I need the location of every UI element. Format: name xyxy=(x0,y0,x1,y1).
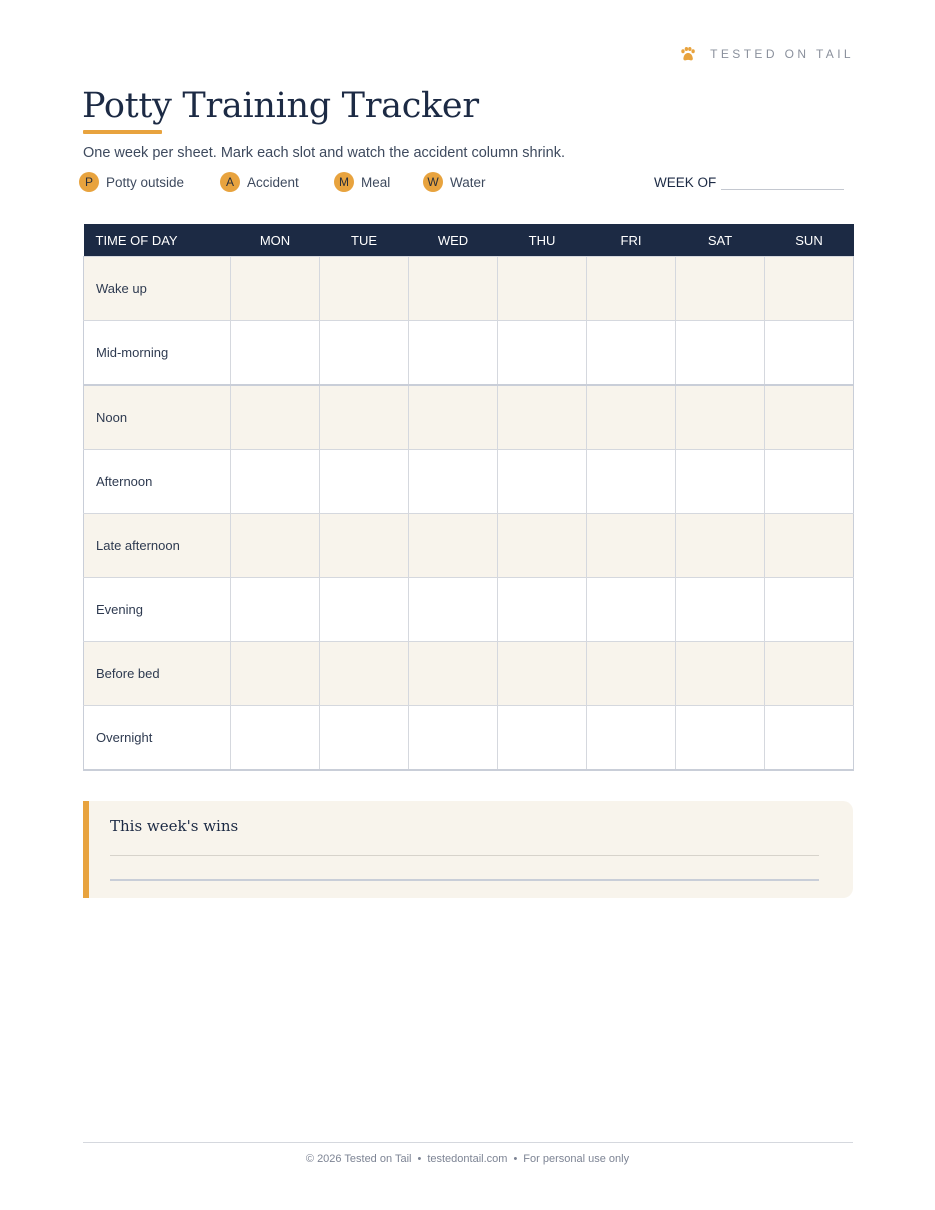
footer-separator: • xyxy=(417,1153,422,1165)
day-slot[interactable] xyxy=(587,257,676,321)
footer-copyright: © 2026 Tested on Tail xyxy=(305,1153,412,1165)
day-slot[interactable] xyxy=(409,257,498,321)
time-of-day-label: Evening xyxy=(84,578,231,642)
day-slot[interactable] xyxy=(409,578,498,642)
legend-badge-accident: A xyxy=(220,172,240,192)
column-header-sat: SAT xyxy=(707,232,733,248)
footer-website: testedontail.com xyxy=(427,1153,508,1165)
day-slot[interactable] xyxy=(676,578,765,642)
day-slot[interactable] xyxy=(676,514,765,578)
day-slot[interactable] xyxy=(765,450,854,514)
day-slot[interactable] xyxy=(320,642,409,706)
day-slot[interactable] xyxy=(676,321,765,386)
page-subtitle: One week per sheet. Mark each slot and watch the accident column shrink. xyxy=(83,145,565,161)
table-row xyxy=(84,642,854,706)
footer-divider xyxy=(83,1142,853,1143)
day-slot[interactable] xyxy=(320,257,409,321)
legend-label-accident: Accident xyxy=(247,174,299,190)
time-of-day-label: Wake up xyxy=(84,257,231,321)
column-header-time-of-day: TIME OF DAY xyxy=(95,232,178,248)
day-slot[interactable] xyxy=(676,385,765,450)
footer-separator: • xyxy=(513,1153,518,1165)
legend-badge-potty-outside: P xyxy=(79,172,99,192)
brand xyxy=(680,47,854,61)
day-slot[interactable] xyxy=(587,321,676,386)
day-slot[interactable] xyxy=(498,450,587,514)
week-of-label: WEEK OF xyxy=(654,175,717,190)
table-row xyxy=(84,706,854,771)
footer xyxy=(0,1153,935,1165)
day-slot[interactable] xyxy=(498,385,587,450)
day-slot[interactable] xyxy=(676,450,765,514)
column-header-wed: WED xyxy=(437,232,469,248)
column-header-fri: FRI xyxy=(620,232,642,248)
day-slot[interactable] xyxy=(498,257,587,321)
day-slot[interactable] xyxy=(409,450,498,514)
day-slot[interactable] xyxy=(765,385,854,450)
day-slot[interactable] xyxy=(765,642,854,706)
footer-license: For personal use only xyxy=(523,1153,630,1165)
time-of-day-label: Before bed xyxy=(84,642,231,706)
table-row xyxy=(84,450,854,514)
wins-box xyxy=(83,801,853,898)
day-slot[interactable] xyxy=(409,385,498,450)
day-slot[interactable] xyxy=(320,450,409,514)
table-row xyxy=(84,257,854,321)
day-slot[interactable] xyxy=(765,578,854,642)
legend-label-meal: Meal xyxy=(361,174,391,190)
legend-badge-water: W xyxy=(423,172,443,192)
day-slot[interactable] xyxy=(231,385,320,450)
table-row xyxy=(84,321,854,386)
time-of-day-label: Late afternoon xyxy=(84,514,231,578)
legend-item-meal xyxy=(334,172,390,192)
day-slot[interactable] xyxy=(409,706,498,771)
wins-write-line[interactable] xyxy=(110,855,819,856)
time-of-day-label: Noon xyxy=(84,385,231,450)
legend-item-potty-outside xyxy=(79,172,184,192)
day-slot[interactable] xyxy=(498,642,587,706)
day-slot[interactable] xyxy=(320,706,409,771)
day-slot[interactable] xyxy=(231,514,320,578)
day-slot[interactable] xyxy=(320,514,409,578)
day-slot[interactable] xyxy=(765,321,854,386)
table-header-row xyxy=(84,224,854,257)
day-slot[interactable] xyxy=(409,321,498,386)
title-underline xyxy=(83,130,162,134)
column-header-thu: THU xyxy=(528,232,556,248)
legend-badge-meal: M xyxy=(334,172,354,192)
day-slot[interactable] xyxy=(498,706,587,771)
column-header-mon: MON xyxy=(259,232,291,248)
day-slot[interactable] xyxy=(231,257,320,321)
legend-item-accident xyxy=(220,172,299,192)
time-of-day-label: Mid-morning xyxy=(84,321,231,386)
day-slot[interactable] xyxy=(409,642,498,706)
column-header-tue: TUE xyxy=(351,232,377,248)
legend-label-potty-outside: Potty outside xyxy=(106,174,185,190)
day-slot[interactable] xyxy=(320,321,409,386)
day-slot[interactable] xyxy=(409,514,498,578)
day-slot[interactable] xyxy=(587,578,676,642)
time-of-day-label: Afternoon xyxy=(84,450,231,514)
legend-item-water xyxy=(423,172,486,192)
day-slot[interactable] xyxy=(587,514,676,578)
wins-write-line[interactable] xyxy=(110,879,819,881)
day-slot[interactable] xyxy=(587,642,676,706)
column-header-sun: SUN xyxy=(795,232,823,248)
day-slot[interactable] xyxy=(320,385,409,450)
day-slot[interactable] xyxy=(676,642,765,706)
paw-icon xyxy=(680,47,696,61)
brand-name: TESTED ON TAIL xyxy=(710,47,854,61)
wins-title: This week's wins xyxy=(110,817,239,835)
day-slot[interactable] xyxy=(587,385,676,450)
tracker-table xyxy=(83,224,854,771)
day-slot[interactable] xyxy=(231,450,320,514)
day-slot[interactable] xyxy=(231,578,320,642)
day-slot[interactable] xyxy=(587,450,676,514)
legend-label-water: Water xyxy=(450,174,486,190)
table-row xyxy=(84,514,854,578)
time-of-day-label: Overnight xyxy=(84,706,231,771)
day-slot[interactable] xyxy=(231,321,320,386)
page-title: Potty Training Tracker xyxy=(82,86,479,126)
day-slot[interactable] xyxy=(765,257,854,321)
table-row xyxy=(84,578,854,642)
week-of-field[interactable] xyxy=(721,189,844,190)
day-slot[interactable] xyxy=(765,514,854,578)
day-slot[interactable] xyxy=(765,706,854,771)
table-row xyxy=(84,385,854,450)
day-slot[interactable] xyxy=(498,578,587,642)
day-slot[interactable] xyxy=(498,321,587,386)
day-slot[interactable] xyxy=(231,642,320,706)
day-slot[interactable] xyxy=(320,578,409,642)
day-slot[interactable] xyxy=(231,706,320,771)
day-slot[interactable] xyxy=(587,706,676,771)
day-slot[interactable] xyxy=(498,514,587,578)
day-slot[interactable] xyxy=(676,257,765,321)
day-slot[interactable] xyxy=(676,706,765,771)
